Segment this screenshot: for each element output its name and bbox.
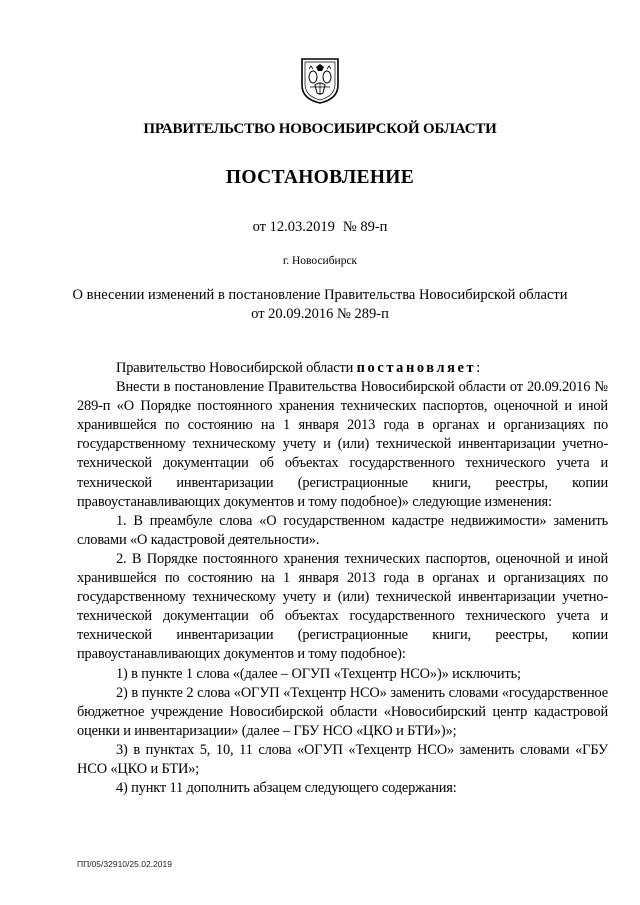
document-title [60, 286, 580, 324]
paragraph-resolves [77, 359, 608, 378]
document-body [77, 359, 608, 798]
resolves-prefix: Правительство Новосибирской области [116, 360, 357, 376]
document-city: г. Новосибирск [282, 255, 358, 267]
title-line-1: О внесении изменений в постановление Правительства Новосибирской области [72, 287, 568, 303]
paragraph-item-1: 1. В преамбуле слова «О государственном кадастре недвижимости» заменить словами «О кадастровой деятельности». [77, 512, 608, 548]
document-date: от 12.03.2019 [252, 219, 335, 235]
resolves-suffix: : [476, 360, 481, 376]
resolves-keyword: постановляет [356, 360, 477, 376]
title-line-2: от 20.09.2016 № 289-п [251, 306, 389, 322]
document-number: № 89-п [342, 219, 388, 235]
paragraph-subitem-1: 1) в пункте 1 слова «(далее – ОГУП «Техцентр НСО»)» исключить; [116, 665, 521, 682]
paragraph-subitem-4: 4) пункт 11 дополнить абзацем следующего содержания: [116, 780, 457, 797]
organization-name: ПРАВИТЕЛЬСТВО НОВОСИБИРСКОЙ ОБЛАСТИ [143, 121, 497, 137]
paragraph-subitem-2: 2) в пункте 2 слова «ОГУП «Техцентр НСО» заменить словами «государственное бюджетное учреждение Новосибирской области «Новосибирский центр кадастровой оценки и инвентаризации» (далее – ГБУ НСО «ЦКО и БТИ»)»; [77, 684, 608, 739]
paragraph-amend-intro: Внести в постановление Правительства Новосибирской области от 20.09.2016 № 289-п «О Порядке постоянного хранения технических паспортов, оценочной и иной хранившейся по состоянию на 1 января 2013 года в органах и организациях по государственному техническому учету и (или) технической инвентаризации учетно-технической документации об объектах государственного технического учета и технической инвентаризации (регистрационные книги, реестры, копии правоустанавливающих документов и тому подобное)» следующие изменения: [77, 379, 608, 510]
paragraph-subitem-3: 3) в пунктах 5, 10, 11 слова «ОГУП «Техцентр НСО» заменить словами «ГБУ НСО «ЦКО и БТИ»; [77, 741, 608, 777]
document-code: ПП/05/32910/25.02.2019 [77, 859, 172, 869]
document-type: ПОСТАНОВЛЕНИЕ [225, 167, 415, 188]
document-date-line [0, 219, 640, 236]
paragraph-item-2: 2. В Порядке постоянного хранения технических паспортов, оценочной и иной хранившейся по состоянию на 1 января 2013 года в органах и организациях по государственному техническому учету и (или) технической инвентаризации учетно-технической документации об объектах государственного технического учета и технической инвентаризации (регистрационные книги, реестры, копии правоустанавливающих документов и тому подобное): [77, 550, 608, 663]
coat-of-arms-icon [300, 57, 340, 105]
